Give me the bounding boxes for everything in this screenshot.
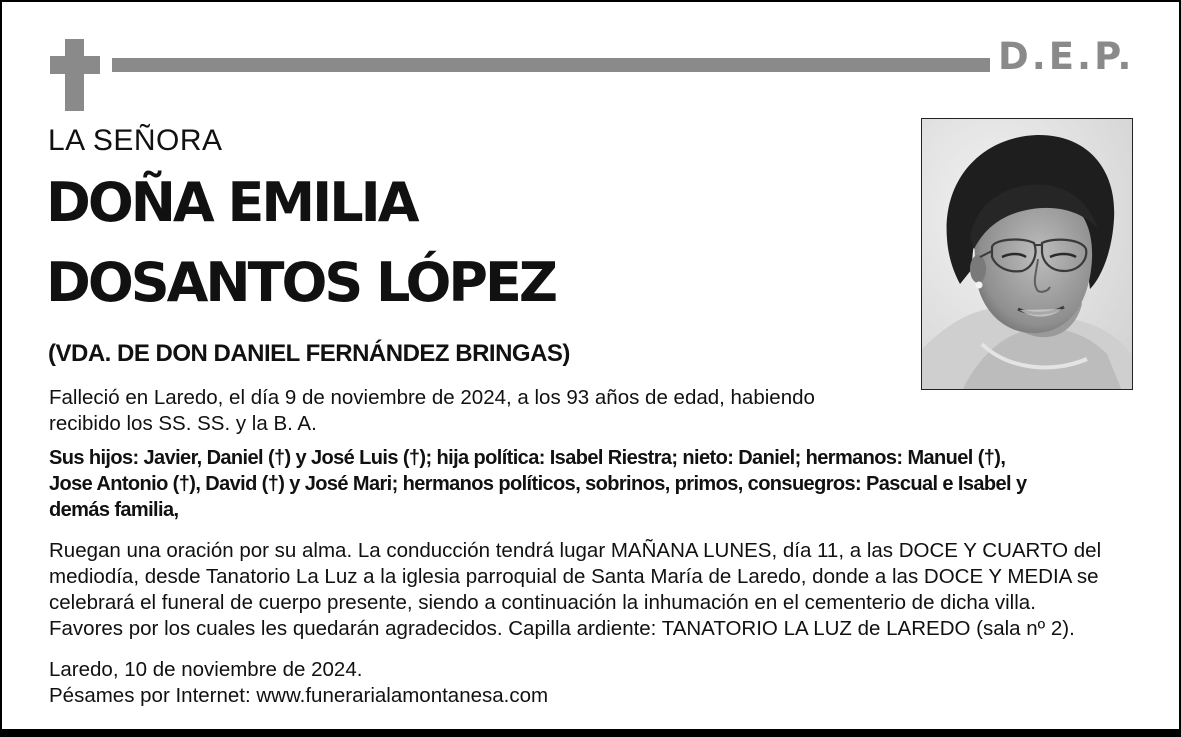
condolences-web-line: Pésames por Internet: www.funerarialamontanesa.com <box>49 684 549 707</box>
family-list <box>49 445 1026 523</box>
signature-block <box>49 657 548 709</box>
header-rule <box>112 58 990 72</box>
funeral-details-line: Ruegan una oración por su alma. La conducción tendrá lugar MAÑANA LUNES, día 11, a las DOCE Y CUARTO del <box>49 539 1102 562</box>
funeral-details <box>49 538 1101 642</box>
cross-vertical-bar <box>65 39 84 111</box>
death-details-line: recibido los SS. SS. y la B. A. <box>49 412 317 435</box>
family-list-line: Jose Antonio (†), David (†) y José Mari; hermanos políticos, sobrinos, primos, consuegros: Pascual e Isabel y <box>49 473 1027 495</box>
widow-of-line: (VDA. DE DON DANIEL FERNÁNDEZ BRINGAS) <box>48 340 570 367</box>
deceased-photo <box>921 118 1133 390</box>
funeral-details-line: Favores por los cuales les quedarán agradecidos. Capilla ardiente: TANATORIO LA LUZ de LAREDO (sala nº 2). <box>49 617 1075 640</box>
deceased-name-line-1: DOÑA EMILIA <box>46 171 417 234</box>
cross-horizontal-bar <box>50 56 100 74</box>
family-list-line: Sus hijos: Javier, Daniel (†) y José Luis (†); hija política: Isabel Riestra; nieto: Daniel; hermanos: Manuel (†), <box>49 447 1006 469</box>
dep-label: D.E.P. <box>998 35 1135 78</box>
death-details <box>49 385 815 437</box>
funeral-details-line: celebrará el funeral de cuerpo presente, siendo a continuación la inhumación en el cementerio de dicha villa. <box>49 591 1036 614</box>
portrait-image <box>922 119 1133 390</box>
honorific-prefix: LA SEÑORA <box>48 124 223 157</box>
place-date-line: Laredo, 10 de noviembre de 2024. <box>49 658 363 681</box>
deceased-name-line-2: DOSANTOS LÓPEZ <box>46 251 556 314</box>
death-details-line: Falleció en Laredo, el día 9 de noviembre de 2024, a los 93 años de edad, habiendo <box>49 386 815 409</box>
funeral-details-line: mediodía, desde Tanatorio La Luz a la iglesia parroquial de Santa María de Laredo, donde a las DOCE Y MEDIA se <box>49 565 1099 588</box>
family-list-line: demás familia, <box>49 499 179 521</box>
